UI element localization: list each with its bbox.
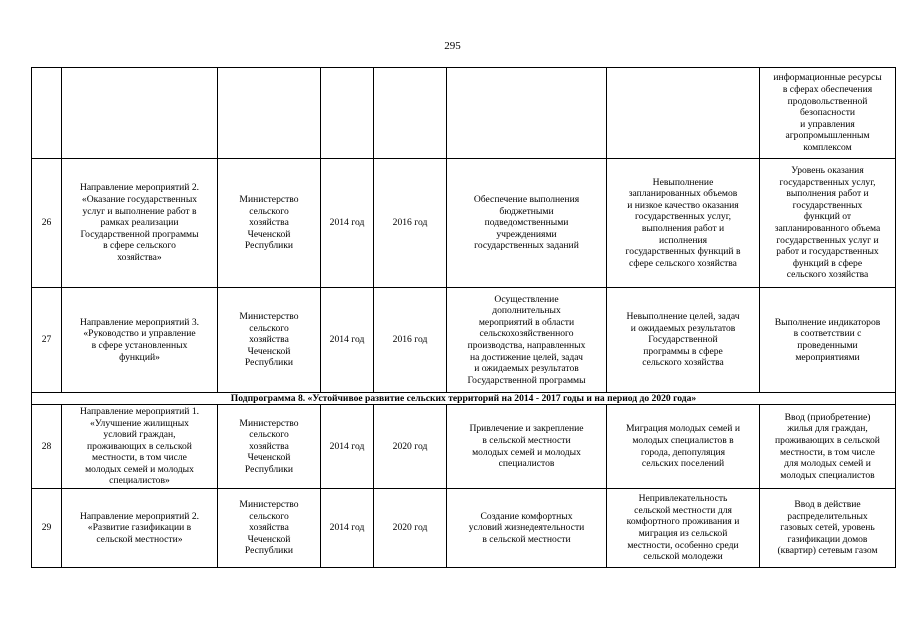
- result-cell: Осуществление дополнительных мероприятий в области сельскохозяйственного производства, направленных на достижение целей, задач и ожидаемых результатов Государственной программы: [447, 288, 607, 393]
- number-cell: 28: [32, 405, 62, 489]
- result-cell: Обеспечение выполнения бюджетными подведомственными учреждениями государственных заданий: [447, 159, 607, 288]
- indicator-cell: Ввод в действие распределительных газовых сетей, уровень газификации домов (квартир) сетевым газом: [760, 489, 896, 568]
- executor-cell: Министерство сельского хозяйства Чеченской Республики: [218, 288, 321, 393]
- number-cell: 27: [32, 288, 62, 393]
- risk-cell: Невыполнение целей, задач и ожидаемых результатов Государственной программы в сфере сельского хозяйства: [607, 288, 760, 393]
- indicator-cell: Уровень оказания государственных услуг, выполнения работ и государственных функций от запланированного объема государственных услуг и работ и государственных функций в сфере сельского хозяйства: [760, 159, 896, 288]
- measure-cell: [62, 68, 218, 159]
- start-year-cell: [321, 68, 374, 159]
- start-year-cell: 2014 год: [321, 159, 374, 288]
- end-year-cell: 2020 год: [374, 405, 447, 489]
- subprogram-row: [32, 393, 896, 405]
- measure-cell: Направление мероприятий 1. «Улучшение жилищных условий граждан, проживающих в сельской местности, в том числе молодых семей и молодых специалистов»: [62, 405, 218, 489]
- risk-cell: [607, 68, 760, 159]
- executor-cell: Министерство сельского хозяйства Чеченской Республики: [218, 489, 321, 568]
- measure-cell: Направление мероприятий 3. «Руководство и управление в сфере установленных функций»: [62, 288, 218, 393]
- indicator-cell: Выполнение индикаторов в соответствии с проведенными мероприятиями: [760, 288, 896, 393]
- executor-cell: Министерство сельского хозяйства Чеченской Республики: [218, 159, 321, 288]
- end-year-cell: [374, 68, 447, 159]
- subprogram-heading: Подпрограмма 8. «Устойчивое развитие сельских территорий на 2014 - 2017 годы и на период до 2020 года»: [32, 393, 896, 405]
- result-cell: Привлечение и закрепление в сельской местности молодых семей и молодых специалистов: [447, 405, 607, 489]
- number-cell: [32, 68, 62, 159]
- start-year-cell: 2014 год: [321, 489, 374, 568]
- page-number: 295: [444, 40, 461, 52]
- risk-cell: Невыполнение запланированных объемов и низкое качество оказания государственных услуг, выполнения работ и исполнения государственных функций в сфере сельского хозяйства: [607, 159, 760, 288]
- table-row: [32, 68, 896, 159]
- risk-cell: Миграция молодых семей и молодых специалистов в города, депопуляция сельских поселений: [607, 405, 760, 489]
- start-year-cell: 2014 год: [321, 405, 374, 489]
- number-cell: 29: [32, 489, 62, 568]
- measures-table: [31, 67, 896, 568]
- end-year-cell: 2016 год: [374, 288, 447, 393]
- indicator-cell: Ввод (приобретение) жилья для граждан, проживающих в сельской местности, в том числе для молодых семей и молодых специалистов: [760, 405, 896, 489]
- measure-cell: Направление мероприятий 2. «Развитие газификации в сельской местности»: [62, 489, 218, 568]
- result-cell: Создание комфортных условий жизнедеятельности в сельской местности: [447, 489, 607, 568]
- result-cell: [447, 68, 607, 159]
- table-row: [32, 159, 896, 288]
- risk-cell: Непривлекательность сельской местности для комфортного проживания и миграция из сельской местности, особенно среди сельской молодежи: [607, 489, 760, 568]
- indicator-cell: информационные ресурсы в сферах обеспечения продовольственной безопасности и управления агропромышленным комплексом: [760, 68, 896, 159]
- number-cell: 26: [32, 159, 62, 288]
- table-row: [32, 489, 896, 568]
- table-row: [32, 405, 896, 489]
- table-row: [32, 288, 896, 393]
- start-year-cell: 2014 год: [321, 288, 374, 393]
- executor-cell: [218, 68, 321, 159]
- end-year-cell: 2020 год: [374, 489, 447, 568]
- end-year-cell: 2016 год: [374, 159, 447, 288]
- measure-cell: Направление мероприятий 2. «Оказание государственных услуг и выполнение работ в рамках реализации Государственной программы в сфере сельского хозяйства»: [62, 159, 218, 288]
- executor-cell: Министерство сельского хозяйства Чеченской Республики: [218, 405, 321, 489]
